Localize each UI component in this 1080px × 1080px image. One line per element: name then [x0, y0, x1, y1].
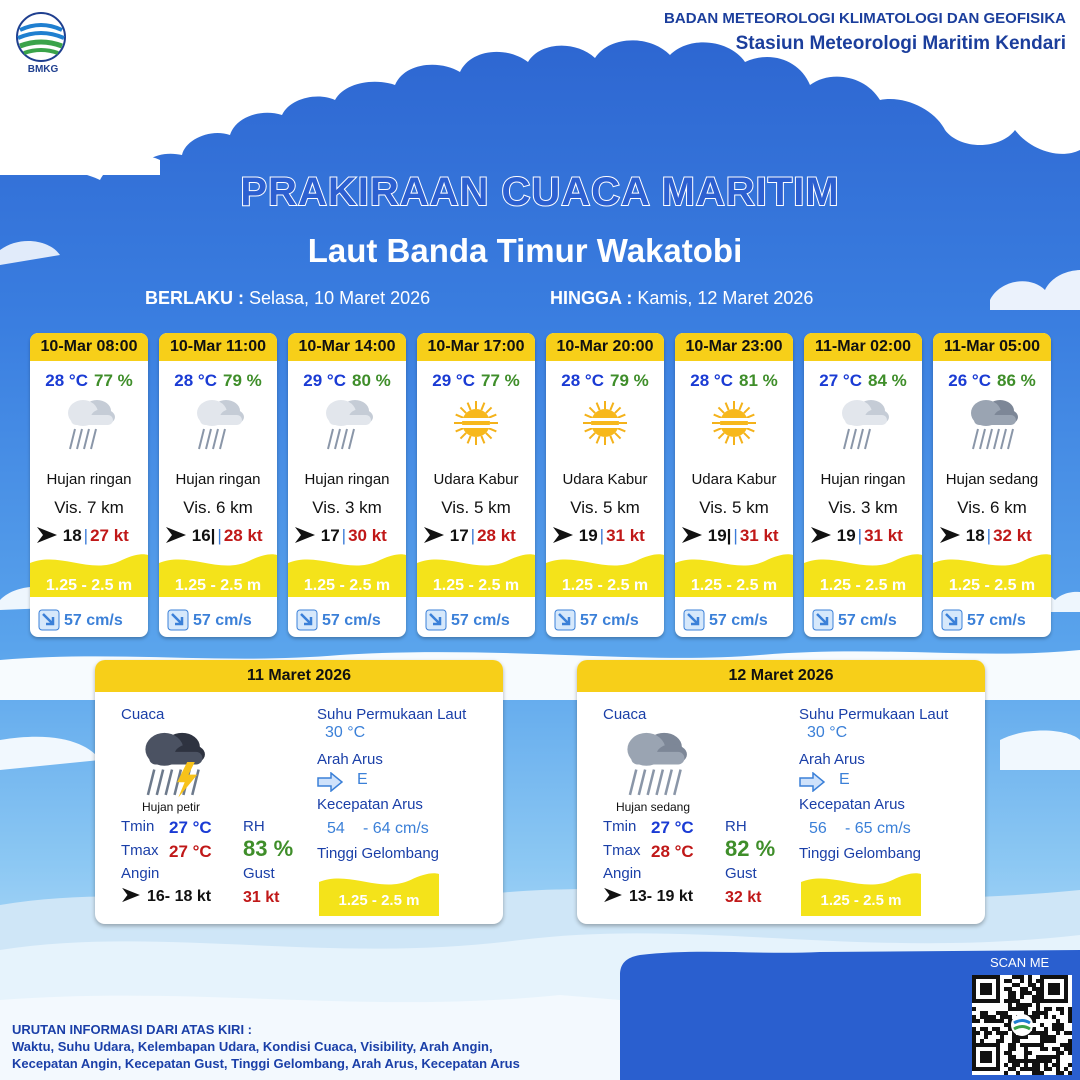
humidity: 81 % — [738, 371, 778, 390]
separator: | — [986, 526, 992, 545]
current-info — [425, 609, 535, 631]
valid-from-date: Selasa, 10 Maret 2026 — [249, 288, 431, 308]
wave-height: 1.25 - 2.5 m — [303, 577, 391, 594]
humidity: 77 % — [93, 371, 133, 390]
current-speed: 57 cm/s — [709, 612, 768, 629]
current-direction-label: Arah Arus — [799, 751, 865, 768]
current-info — [167, 609, 277, 631]
wind-direction-arrow-icon — [681, 526, 703, 544]
wind-direction-arrow-icon — [294, 526, 316, 544]
wind-speed: 19| — [707, 526, 732, 545]
wind-direction-arrow-icon — [121, 887, 141, 903]
air-temperature: 26 °C — [948, 371, 991, 390]
sst-label: Suhu Permukaan Laut — [799, 706, 949, 723]
humidity: 79 % — [609, 371, 649, 390]
light-rain-icon — [317, 393, 377, 453]
light-rain-icon — [188, 393, 248, 453]
current-direction-icon — [554, 609, 576, 631]
wind-speed: 19 — [836, 526, 856, 545]
current-direction-icon — [941, 609, 963, 631]
visibility: Vis. 6 km — [957, 498, 1027, 517]
air-temperature: 28 °C — [690, 371, 733, 390]
tmax-label: Tmax — [603, 842, 641, 859]
current-info — [683, 609, 793, 631]
wave-height: 1.25 - 2.5 m — [338, 892, 420, 909]
current-direction-arrow-icon — [317, 772, 343, 792]
valid-from-label: BERLAKU : — [145, 288, 244, 308]
tmin-label: Tmin — [121, 818, 155, 835]
wind-value — [121, 887, 211, 906]
separator: | — [83, 526, 89, 545]
current-speed: 57 cm/s — [451, 612, 510, 629]
logo-label: BMKG — [27, 64, 59, 75]
weather-condition: Hujan petir — [141, 800, 201, 814]
haze-sun-icon — [446, 393, 506, 453]
gust-label: Gust — [243, 865, 275, 882]
separator: | — [341, 526, 347, 545]
card-time: 10-Mar 11:00 — [159, 333, 277, 361]
current-speed-max: - 64 cm/s — [363, 820, 429, 837]
footer-title: URUTAN INFORMASI DARI ATAS KIRI : — [12, 1022, 252, 1037]
wind-speed: 17 — [320, 526, 340, 545]
wind-direction-arrow-icon — [552, 526, 574, 544]
haze-sun-icon — [704, 393, 764, 453]
gust-speed: 31 kt — [864, 526, 903, 545]
footer-line-2: Kecepatan Angin, Kecepatan Gust, Tinggi Gelombang, Arah Arus, Kecepatan Arus — [12, 1056, 520, 1071]
scan-label: SCAN ME — [990, 955, 1050, 970]
rh-value: 82 % — [725, 836, 776, 861]
card-temps — [30, 371, 148, 391]
card-time: 11-Mar 02:00 — [804, 333, 922, 361]
weather-condition: Hujan ringan — [304, 471, 390, 488]
current-info — [941, 609, 1051, 631]
humidity: 86 % — [996, 371, 1036, 390]
current-direction-value: E — [357, 771, 368, 788]
air-temperature: 29 °C — [432, 371, 475, 390]
wave-height: 1.25 - 2.5 m — [45, 577, 133, 594]
current-info — [296, 609, 406, 631]
air-temperature: 28 °C — [561, 371, 604, 390]
current-speed: 57 cm/s — [838, 612, 897, 629]
card-temps — [288, 371, 406, 391]
card-temps — [933, 371, 1051, 391]
card-temps — [804, 371, 922, 391]
forecast-card — [675, 333, 793, 637]
rh-value: 83 % — [243, 836, 294, 861]
wave-height: 1.25 - 2.5 m — [561, 577, 649, 594]
air-temperature: 27 °C — [819, 371, 862, 390]
wave-label: Tinggi Gelombang — [317, 845, 440, 862]
sst-label: Suhu Permukaan Laut — [317, 706, 467, 723]
wind-info — [810, 526, 920, 546]
daily-panel — [577, 660, 985, 924]
wind-speed: 13- 19 kt — [629, 888, 694, 905]
current-info — [38, 609, 148, 631]
sst-value: 30 °C — [325, 724, 366, 741]
weather-condition: Udara Kabur — [691, 471, 777, 488]
visibility: Vis. 3 km — [312, 498, 382, 517]
card-time: 10-Mar 08:00 — [30, 333, 148, 361]
current-speed-min: 54 — [327, 820, 345, 837]
forecast-card — [804, 333, 922, 637]
current-direction-icon — [296, 609, 318, 631]
humidity: 79 % — [222, 371, 262, 390]
footer-line-1: Waktu, Suhu Udara, Kelembapan Udara, Kondisi Cuaca, Visibility, Arah Angin, — [12, 1039, 493, 1054]
current-speed: 57 cm/s — [322, 612, 381, 629]
separator: | — [217, 526, 222, 545]
wave-height: 1.25 - 2.5 m — [948, 577, 1036, 594]
sst-value: 30 °C — [807, 724, 848, 741]
panel-date: 12 Maret 2026 — [577, 660, 985, 692]
current-speed-min: 56 — [809, 820, 827, 837]
rh-label: RH — [243, 818, 265, 835]
wind-speed: 18 — [965, 526, 985, 545]
separator: | — [733, 526, 738, 545]
weather-label: Cuaca — [121, 706, 165, 723]
weather-condition: Udara Kabur — [433, 471, 519, 488]
current-direction-icon — [812, 609, 834, 631]
gust-speed: 30 kt — [348, 526, 387, 545]
current-direction-arrow-icon — [799, 772, 825, 792]
valid-to-date: Kamis, 12 Maret 2026 — [637, 288, 814, 308]
visibility: Vis. 7 km — [54, 498, 124, 517]
daily-panel — [95, 660, 503, 924]
wind-speed: 18 — [62, 526, 82, 545]
wind-direction-arrow-icon — [603, 887, 623, 903]
visibility: Vis. 5 km — [441, 498, 511, 517]
forecast-card — [159, 333, 277, 637]
visibility: Vis. 5 km — [570, 498, 640, 517]
weather-condition: Hujan ringan — [175, 471, 261, 488]
current-speed-label: Kecepatan Arus — [799, 796, 905, 813]
card-temps — [546, 371, 664, 391]
wind-speed: 19 — [578, 526, 598, 545]
wind-info — [939, 526, 1049, 546]
gust-speed: 32 kt — [993, 526, 1032, 545]
wave-label: Tinggi Gelombang — [799, 845, 922, 862]
card-temps — [675, 371, 793, 391]
wind-direction-arrow-icon — [810, 526, 832, 544]
forecast-card — [288, 333, 406, 637]
visibility: Vis. 3 km — [828, 498, 898, 517]
current-speed: 57 cm/s — [967, 612, 1026, 629]
current-speed-max: - 65 cm/s — [845, 820, 911, 837]
card-temps — [417, 371, 535, 391]
current-speed-label: Kecepatan Arus — [317, 796, 423, 813]
wind-label: Angin — [603, 865, 642, 882]
weather-condition: Hujan ringan — [46, 471, 132, 488]
wind-info — [681, 526, 791, 546]
current-speed: 57 cm/s — [580, 612, 639, 629]
current-direction-icon — [425, 609, 447, 631]
wind-label: Angin — [121, 865, 160, 882]
wave-height: 1.25 - 2.5 m — [690, 577, 778, 594]
air-temperature: 28 °C — [174, 371, 217, 390]
current-speed: 57 cm/s — [64, 612, 123, 629]
tmin-label: Tmin — [603, 818, 637, 835]
current-direction-icon — [683, 609, 705, 631]
humidity: 80 % — [351, 371, 391, 390]
valid-to — [550, 288, 813, 309]
wind-info — [165, 526, 275, 546]
wind-direction-arrow-icon — [165, 526, 187, 544]
current-direction-value: E — [839, 771, 850, 788]
wind-info — [552, 526, 662, 546]
current-info — [812, 609, 922, 631]
gust-speed: 28 kt — [477, 526, 516, 545]
weather-condition: Udara Kabur — [562, 471, 648, 488]
card-time: 11-Mar 05:00 — [933, 333, 1051, 361]
gust-speed: 28 kt — [223, 526, 263, 545]
forecast-card — [933, 333, 1051, 637]
forecast-card — [417, 333, 535, 637]
gust-label: Gust — [725, 865, 757, 882]
card-time: 10-Mar 23:00 — [675, 333, 793, 361]
wind-value — [603, 887, 693, 906]
current-info — [554, 609, 664, 631]
gust-value: 32 kt — [725, 889, 762, 906]
gust-value: 31 kt — [243, 889, 280, 906]
separator: | — [857, 526, 863, 545]
thunderstorm-icon — [129, 724, 215, 800]
air-temperature: 29 °C — [303, 371, 346, 390]
panel-date: 11 Maret 2026 — [95, 660, 503, 692]
weather-label: Cuaca — [603, 706, 647, 723]
haze-sun-icon — [575, 393, 635, 453]
wind-info — [423, 526, 533, 546]
current-direction-label: Arah Arus — [317, 751, 383, 768]
visibility: Vis. 5 km — [699, 498, 769, 517]
card-time: 10-Mar 17:00 — [417, 333, 535, 361]
card-time: 10-Mar 14:00 — [288, 333, 406, 361]
tmin-value: 27 °C — [169, 818, 212, 837]
moderate-rain-icon — [611, 724, 697, 800]
wind-direction-arrow-icon — [939, 526, 961, 544]
separator: | — [470, 526, 476, 545]
current-speed: 57 cm/s — [193, 612, 252, 629]
valid-from — [145, 288, 430, 309]
forecast-card — [30, 333, 148, 637]
card-temps — [159, 371, 277, 391]
area-name: Laut Banda Timur Wakatobi — [307, 232, 743, 269]
wind-speed: 16| — [191, 526, 216, 545]
wind-info — [294, 526, 404, 546]
weather-condition: Hujan ringan — [820, 471, 906, 488]
tmax-value: 27 °C — [169, 842, 212, 861]
current-direction-icon — [167, 609, 189, 631]
page-title: PRAKIRAAN CUACA MARITIM — [240, 170, 840, 214]
wind-speed: 17 — [449, 526, 469, 545]
air-temperature: 28 °C — [45, 371, 88, 390]
wave-height: 1.25 - 2.5 m — [174, 577, 262, 594]
light-rain-icon — [59, 393, 119, 453]
weather-condition: Hujan sedang — [615, 800, 691, 814]
forecast-card — [546, 333, 664, 637]
light-rain-icon — [833, 393, 893, 453]
humidity: 77 % — [480, 371, 520, 390]
moderate-rain-icon — [962, 393, 1022, 453]
card-time: 10-Mar 20:00 — [546, 333, 664, 361]
weather-condition: Hujan sedang — [945, 471, 1039, 488]
humidity: 84 % — [867, 371, 907, 390]
tmax-label: Tmax — [121, 842, 159, 859]
tmax-value: 28 °C — [651, 842, 694, 861]
wind-direction-arrow-icon — [423, 526, 445, 544]
wave-height: 1.25 - 2.5 m — [432, 577, 520, 594]
gust-speed: 31 kt — [739, 526, 779, 545]
tmin-value: 27 °C — [651, 818, 694, 837]
wind-speed: 16- 18 kt — [147, 888, 212, 905]
gust-speed: 31 kt — [606, 526, 645, 545]
wind-direction-arrow-icon — [36, 526, 58, 544]
organization-name: BADAN METEOROLOGI KLIMATOLOGI DAN GEOFISIKA — [664, 10, 1066, 27]
wave-height: 1.25 - 2.5 m — [820, 892, 902, 909]
wind-info — [36, 526, 146, 546]
current-direction-icon — [38, 609, 60, 631]
rh-label: RH — [725, 818, 747, 835]
visibility: Vis. 6 km — [183, 498, 253, 517]
valid-to-label: HINGGA : — [550, 288, 633, 308]
station-name: Stasiun Meteorologi Maritim Kendari — [735, 33, 1066, 54]
wave-height: 1.25 - 2.5 m — [819, 577, 907, 594]
separator: | — [599, 526, 605, 545]
gust-speed: 27 kt — [90, 526, 129, 545]
qr-code-icon[interactable] — [972, 975, 1072, 1075]
